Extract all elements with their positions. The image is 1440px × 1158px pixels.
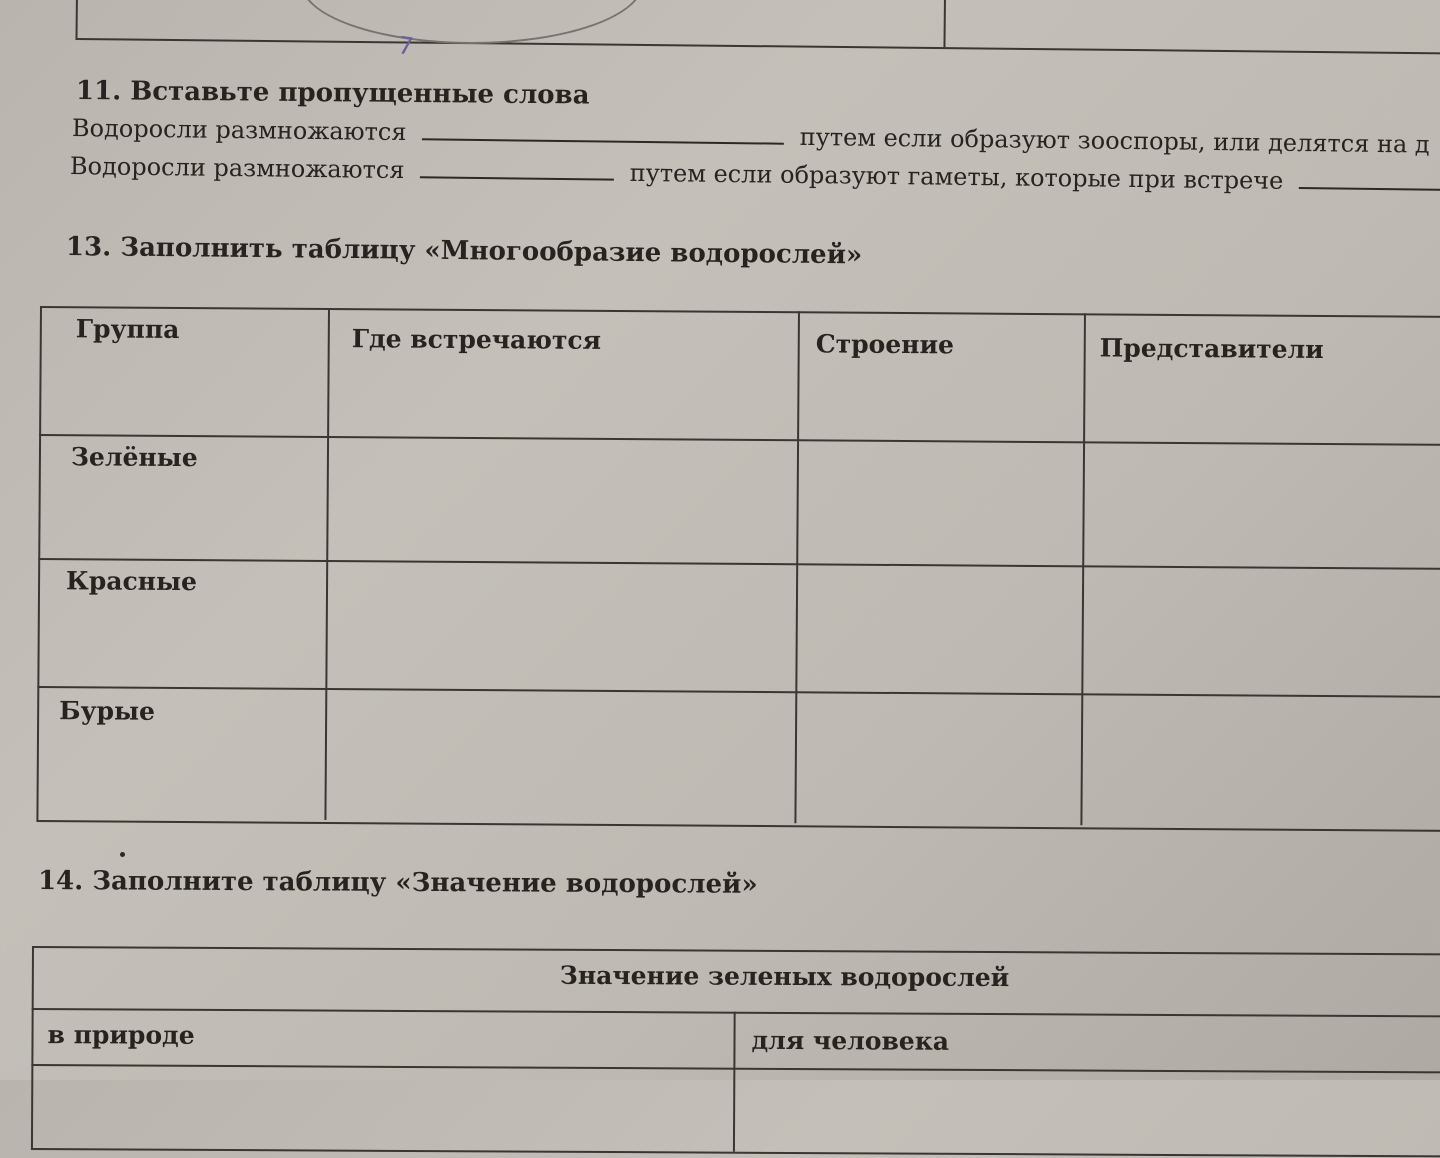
task11-line1-end: путем если образуют зооспоры, или делятся на д: [799, 122, 1430, 159]
table14-title: Значение зеленых водорослей: [559, 960, 1010, 993]
column-in-nature: в природе: [47, 1020, 195, 1050]
task11-line1-start: Водоросли размножаются: [71, 114, 407, 147]
header-group: Группа: [75, 314, 180, 344]
task11-heading: 11. Вставьте пропущенные слова: [75, 76, 590, 111]
fill-blank-3[interactable]: [1299, 169, 1440, 191]
pencil-mark: 7: [396, 31, 416, 61]
task11-line2: [70, 152, 1440, 197]
algae-diversity-table: [36, 306, 1440, 828]
task11-line2-start: Водоросли размножаются: [69, 152, 405, 185]
header-where-found: Где встречаются: [351, 324, 602, 355]
task11-line1: [72, 114, 1430, 159]
header-structure: Строение: [815, 329, 955, 360]
fill-blank-2[interactable]: [420, 158, 614, 180]
task11-line2-end: путем если образуют гаметы, которые при встрече: [629, 158, 1284, 195]
algae-importance-table: [31, 946, 1440, 1154]
task13-heading: 13. Заполнить таблицу «Многообразие водорослей»: [65, 232, 863, 271]
row-green: Зелёные: [70, 442, 198, 473]
task14-heading: 14. Заполните таблицу «Значение водорослей»: [37, 866, 758, 900]
previous-table-divider: [943, 0, 946, 47]
table13-border: [36, 306, 1440, 832]
fill-blank-1[interactable]: [422, 120, 784, 144]
previous-table-fragment: [75, 0, 1440, 55]
column-for-humans: для человека: [751, 1025, 950, 1056]
row-brown: Бурые: [59, 696, 156, 726]
pen-dot: [120, 852, 125, 857]
header-representatives: Представители: [1099, 333, 1324, 364]
row-red: Красные: [65, 566, 198, 597]
